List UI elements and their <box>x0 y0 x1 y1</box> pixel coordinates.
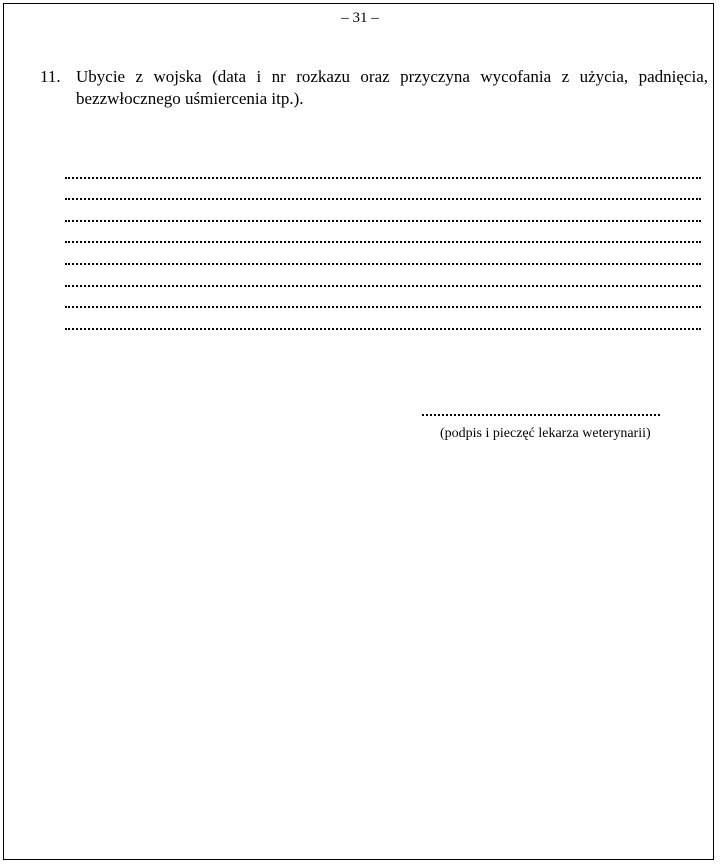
signature-line[interactable] <box>418 404 660 418</box>
signature-caption: (podpis i pieczęć lekarza weterynarii) <box>440 426 651 441</box>
item-number: 11. <box>40 67 61 86</box>
dotted-answer-line[interactable] <box>65 311 701 333</box>
item-text: Ubycie z wojska (data i nr rozkazu oraz przyczyna wycofania z użycia, padnięcia, bezzwłocznego uśmiercenia itp.). <box>76 67 708 108</box>
dotted-answer-line[interactable] <box>65 290 701 312</box>
dotted-answer-line[interactable] <box>65 268 701 290</box>
dotted-answer-line[interactable] <box>65 182 701 204</box>
dotted-answer-line[interactable] <box>65 160 701 182</box>
signature-block <box>418 404 678 442</box>
dotted-answer-lines <box>65 160 701 333</box>
dotted-answer-line[interactable] <box>65 203 701 225</box>
form-item-11 <box>40 66 708 110</box>
page-number: – 31 – <box>341 10 379 26</box>
dotted-answer-line[interactable] <box>65 225 701 247</box>
dotted-answer-line[interactable] <box>65 246 701 268</box>
